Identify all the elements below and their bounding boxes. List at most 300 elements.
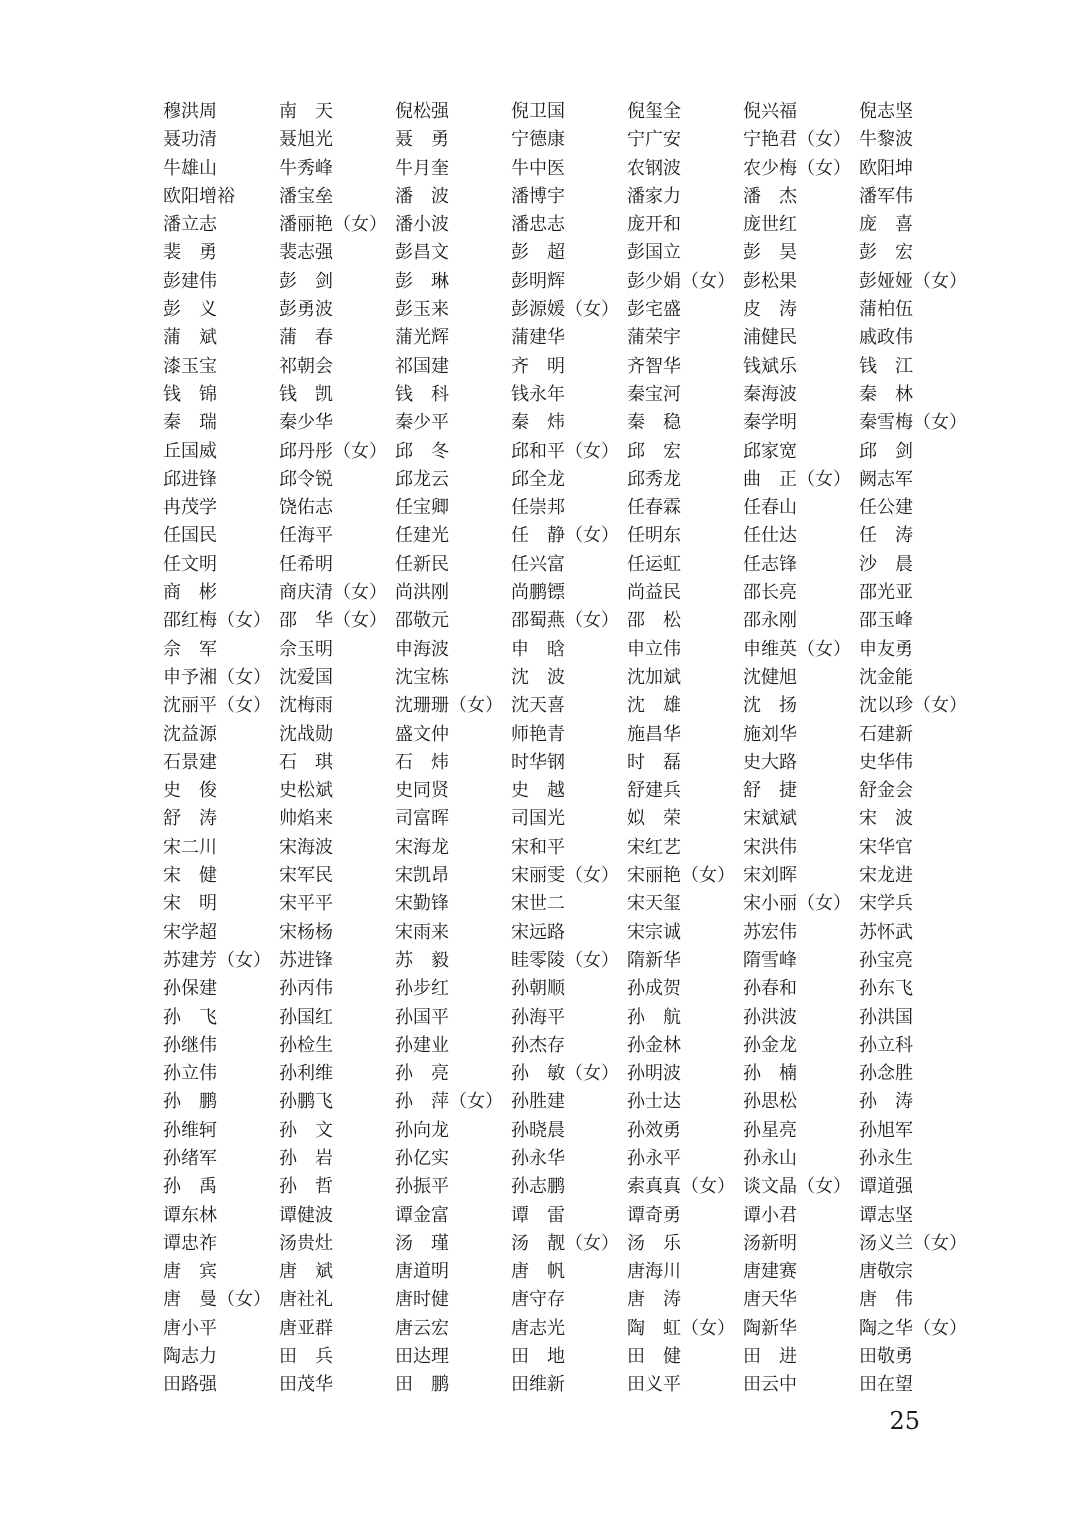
name-entry: 施昌华 <box>627 723 681 745</box>
name-entry: 唐小平 <box>163 1317 217 1339</box>
name-entry: 孙洪波 <box>743 1006 797 1028</box>
name-entry: 邱丹彤（女） <box>279 440 387 462</box>
name-entry: 任宝卿 <box>395 497 449 519</box>
name-entry: 史 越 <box>511 780 565 802</box>
name-entry: 陶 虹（女） <box>627 1317 735 1339</box>
name-entry: 孙保建 <box>163 978 217 1000</box>
name-entry: 谭道强 <box>859 1176 913 1198</box>
name-entry: 浦健民 <box>743 327 797 349</box>
name-entry: 农少梅（女） <box>743 157 851 179</box>
name-entry: 孙永生 <box>859 1147 913 1169</box>
name-entry: 孙步红 <box>395 978 449 1000</box>
name-entry: 宋军民 <box>279 865 333 887</box>
name-entry: 彭宅盛 <box>627 299 681 321</box>
name-entry: 唐 涛 <box>627 1289 681 1311</box>
name-entry: 秦少平 <box>395 412 449 434</box>
name-entry: 唐 斌 <box>279 1261 333 1283</box>
name-entry: 沈加斌 <box>627 666 681 688</box>
name-entry: 庞开和 <box>627 214 681 236</box>
name-entry: 唐天华 <box>743 1289 797 1311</box>
name-entry: 帅焰来 <box>279 808 333 830</box>
name-entry: 倪卫国 <box>511 101 565 122</box>
name-entry: 宋丽艳（女） <box>627 865 735 887</box>
name-entry: 史华伟 <box>859 751 913 773</box>
name-entry: 宋学兵 <box>859 893 913 915</box>
name-entry: 邱家宽 <box>743 440 797 462</box>
name-entry: 孙旭军 <box>859 1119 913 1141</box>
name-entry: 牛雄山 <box>163 157 217 179</box>
name-entry: 孙洪国 <box>859 1006 913 1028</box>
name-entry: 裴志强 <box>279 242 333 264</box>
name-entry: 任运虹 <box>627 553 681 575</box>
name-entry: 谭志坚 <box>859 1204 913 1226</box>
name-entry: 师艳青 <box>511 723 565 745</box>
name-entry: 索真真（女） <box>627 1176 735 1198</box>
name-entry: 宁广安 <box>627 129 681 151</box>
name-entry: 孙建业 <box>395 1034 449 1056</box>
name-entry: 潘小波 <box>395 214 449 236</box>
name-entry: 孙 亮 <box>395 1063 449 1085</box>
name-entry: 任建光 <box>395 525 449 547</box>
name-entry: 宋天玺 <box>627 893 681 915</box>
name-entry: 南 天 <box>279 101 333 122</box>
name-entry: 史 俊 <box>163 780 217 802</box>
name-entry: 田达理 <box>395 1346 449 1368</box>
name-entry: 申立伟 <box>627 638 681 660</box>
name-entry: 沈 波 <box>511 666 565 688</box>
name-entry: 邵蜀燕（女） <box>511 610 619 632</box>
name-entry: 谭忠祚 <box>163 1232 217 1254</box>
name-entry: 孙 敏（女） <box>511 1063 619 1085</box>
name-entry: 孙国平 <box>395 1006 449 1028</box>
name-entry: 孙念胜 <box>859 1063 913 1085</box>
name-entry: 冉茂学 <box>163 497 217 519</box>
name-entry: 孙 禹 <box>163 1176 217 1198</box>
name-entry: 孙 鹏 <box>163 1091 217 1113</box>
name-entry: 孙志鹏 <box>511 1176 565 1198</box>
name-entry: 潘博宇 <box>511 185 565 207</box>
name-entry: 彭 义 <box>163 299 217 321</box>
name-list <box>163 98 967 1400</box>
name-entry: 唐志光 <box>511 1317 565 1339</box>
name-entry: 彭明辉 <box>511 270 565 292</box>
name-entry: 邵 松 <box>627 610 681 632</box>
name-entry: 秦宝河 <box>627 383 681 405</box>
name-entry: 邱龙云 <box>395 468 449 490</box>
name-entry: 宋宗诚 <box>627 921 681 943</box>
name-entry: 孙海平 <box>511 1006 565 1028</box>
name-entry: 沈梅雨 <box>279 695 333 717</box>
name-entry: 穆洪周 <box>163 101 217 122</box>
name-entry: 石景建 <box>163 751 217 773</box>
name-entry: 任春霖 <box>627 497 681 519</box>
name-entry: 邵 华（女） <box>279 610 387 632</box>
name-entry: 史松斌 <box>279 780 333 802</box>
name-entry: 汤 乐 <box>627 1232 681 1254</box>
name-entry: 申予湘（女） <box>163 666 271 688</box>
name-entry: 隋新华 <box>627 949 681 971</box>
name-entry: 任春山 <box>743 497 797 519</box>
name-entry: 唐建赛 <box>743 1261 797 1283</box>
name-entry: 邱 冬 <box>395 440 449 462</box>
name-entry: 佘 军 <box>163 638 217 660</box>
name-entry: 潘宝垒 <box>279 185 333 207</box>
name-entry: 欧阳坤 <box>859 157 913 179</box>
name-entry: 唐云宏 <box>395 1317 449 1339</box>
name-entry: 田云中 <box>743 1374 797 1396</box>
name-entry: 邱 宏 <box>627 440 681 462</box>
name-entry: 秦海波 <box>743 383 797 405</box>
name-entry: 彭玉来 <box>395 299 449 321</box>
name-entry: 秦学明 <box>743 412 797 434</box>
name-entry: 潘丽艳（女） <box>279 214 387 236</box>
name-entry: 潘立志 <box>163 214 217 236</box>
name-entry: 沈以珍（女） <box>859 695 967 717</box>
name-entry: 邵长亮 <box>743 582 797 604</box>
name-entry: 孙向龙 <box>395 1119 449 1141</box>
name-entry: 姒 荣 <box>627 808 681 830</box>
name-entry: 唐 伟 <box>859 1289 913 1311</box>
name-entry: 钱 凯 <box>279 383 333 405</box>
name-entry: 孙宝亮 <box>859 949 913 971</box>
name-entry: 商 彬 <box>163 582 217 604</box>
name-entry: 孙检生 <box>279 1034 333 1056</box>
name-entry: 宋勤锋 <box>395 893 449 915</box>
name-entry: 汤义兰（女） <box>859 1232 967 1254</box>
name-entry: 陶志力 <box>163 1346 217 1368</box>
name-entry: 宋雨来 <box>395 921 449 943</box>
name-entry: 宁艳君（女） <box>743 129 851 151</box>
name-entry: 戚政伟 <box>859 327 913 349</box>
name-entry: 蒲荣宇 <box>627 327 681 349</box>
name-entry: 牛黎波 <box>859 129 913 151</box>
name-entry: 倪松强 <box>395 101 449 122</box>
name-entry: 宋龙进 <box>859 865 913 887</box>
name-entry: 潘家力 <box>627 185 681 207</box>
name-entry: 谈文晶（女） <box>743 1176 851 1198</box>
name-entry: 任公建 <box>859 497 913 519</box>
name-entry: 孙立伟 <box>163 1063 217 1085</box>
name-entry: 孙立科 <box>859 1034 913 1056</box>
name-entry: 聂 勇 <box>395 129 449 151</box>
name-entry: 尚益民 <box>627 582 681 604</box>
name-entry: 唐亚群 <box>279 1317 333 1339</box>
name-entry: 倪兴福 <box>743 101 797 122</box>
name-entry: 孙亿实 <box>395 1147 449 1169</box>
name-entry: 石 炜 <box>395 751 449 773</box>
name-entry: 潘忠志 <box>511 214 565 236</box>
name-entry: 田路强 <box>163 1374 217 1396</box>
name-entry: 孙鹏飞 <box>279 1091 333 1113</box>
name-entry: 唐 帆 <box>511 1261 565 1283</box>
name-entry: 孙 萍（女） <box>395 1091 503 1113</box>
name-entry: 彭松果 <box>743 270 797 292</box>
name-entry: 唐社礼 <box>279 1289 333 1311</box>
name-entry: 申维英（女） <box>743 638 851 660</box>
name-entry: 唐 宾 <box>163 1261 217 1283</box>
name-entry: 邱和平（女） <box>511 440 619 462</box>
name-entry: 孙金林 <box>627 1034 681 1056</box>
name-entry: 谭 雷 <box>511 1204 565 1226</box>
name-entry: 蒲 斌 <box>163 327 217 349</box>
name-entry: 裴 勇 <box>163 242 217 264</box>
name-entry: 唐道明 <box>395 1261 449 1283</box>
name-entry: 司富晖 <box>395 808 449 830</box>
name-entry: 聂旭光 <box>279 129 333 151</box>
name-entry: 彭 昊 <box>743 242 797 264</box>
name-entry: 田 鹏 <box>395 1374 449 1396</box>
name-entry: 尚鹏镖 <box>511 582 565 604</box>
name-entry: 丘国威 <box>163 440 217 462</box>
name-entry: 曲 正（女） <box>743 468 851 490</box>
name-entry: 田 健 <box>627 1346 681 1368</box>
name-entry: 倪玺全 <box>627 101 681 122</box>
name-entry: 宋杨杨 <box>279 921 333 943</box>
name-entry: 时华钢 <box>511 751 565 773</box>
name-entry: 阙志军 <box>859 468 913 490</box>
name-entry: 沈珊珊（女） <box>395 695 503 717</box>
name-entry: 宋和平 <box>511 836 565 858</box>
name-entry: 任国民 <box>163 525 217 547</box>
name-entry: 饶佑志 <box>279 497 333 519</box>
name-entry: 牛月奎 <box>395 157 449 179</box>
name-entry: 孙 飞 <box>163 1006 217 1028</box>
name-entry: 谭健波 <box>279 1204 333 1226</box>
name-entry: 孙振平 <box>395 1176 449 1198</box>
name-entry: 邵红梅（女） <box>163 610 271 632</box>
name-entry: 盛文仲 <box>395 723 449 745</box>
name-entry: 沈天喜 <box>511 695 565 717</box>
name-entry: 沈益源 <box>163 723 217 745</box>
name-entry: 宋 健 <box>163 865 217 887</box>
name-entry: 孙明波 <box>627 1063 681 1085</box>
name-entry: 沈 雄 <box>627 695 681 717</box>
name-entry: 陶新华 <box>743 1317 797 1339</box>
name-entry: 沈宝栋 <box>395 666 449 688</box>
name-entry: 唐守存 <box>511 1289 565 1311</box>
name-entry: 佘玉明 <box>279 638 333 660</box>
name-entry: 苏建芳（女） <box>163 949 271 971</box>
name-entry: 宋小丽（女） <box>743 893 851 915</box>
name-entry: 蒲光辉 <box>395 327 449 349</box>
name-entry: 宋远路 <box>511 921 565 943</box>
name-entry: 唐 曼（女） <box>163 1289 271 1311</box>
name-entry: 任 静（女） <box>511 525 619 547</box>
name-entry: 孙士达 <box>627 1091 681 1113</box>
name-entry: 孙永华 <box>511 1147 565 1169</box>
name-entry: 眭零陵（女） <box>511 949 619 971</box>
name-entry: 田 地 <box>511 1346 565 1368</box>
name-entry: 宋平平 <box>279 893 333 915</box>
name-entry: 邱秀龙 <box>627 468 681 490</box>
name-entry: 倪志坚 <box>859 101 913 122</box>
name-entry: 彭源媛（女） <box>511 299 619 321</box>
name-entry: 任志锋 <box>743 553 797 575</box>
name-entry: 彭昌文 <box>395 242 449 264</box>
name-entry: 田敬勇 <box>859 1346 913 1368</box>
name-entry: 苏 毅 <box>395 949 449 971</box>
name-entry: 沈健旭 <box>743 666 797 688</box>
name-entry: 孙 涛 <box>859 1091 913 1113</box>
page-number: 25 <box>889 1407 920 1435</box>
name-entry: 邱 剑 <box>859 440 913 462</box>
name-entry: 沈丽平（女） <box>163 695 271 717</box>
name-entry: 宋洪伟 <box>743 836 797 858</box>
name-entry: 蒲 春 <box>279 327 333 349</box>
name-entry: 秦 林 <box>859 383 913 405</box>
name-entry: 苏宏伟 <box>743 921 797 943</box>
name-entry: 宋海波 <box>279 836 333 858</box>
name-entry: 汤 瑾 <box>395 1232 449 1254</box>
name-entry: 唐时健 <box>395 1289 449 1311</box>
name-entry: 汤 靓（女） <box>511 1232 619 1254</box>
name-entry: 秦少华 <box>279 412 333 434</box>
name-entry: 邵光亚 <box>859 582 913 604</box>
name-entry: 石建新 <box>859 723 913 745</box>
name-entry: 谭金富 <box>395 1204 449 1226</box>
name-entry: 牛中医 <box>511 157 565 179</box>
name-entry: 施刘华 <box>743 723 797 745</box>
name-entry: 彭建伟 <box>163 270 217 292</box>
name-entry: 舒 捷 <box>743 780 797 802</box>
name-entry: 宋海龙 <box>395 836 449 858</box>
name-entry: 秦雪梅（女） <box>859 412 967 434</box>
name-entry: 欧阳增裕 <box>163 185 235 207</box>
name-entry: 齐智华 <box>627 355 681 377</box>
name-entry: 任崇邦 <box>511 497 565 519</box>
name-entry: 孙成贺 <box>627 978 681 1000</box>
name-entry: 史大路 <box>743 751 797 773</box>
name-entry: 钱 锦 <box>163 383 217 405</box>
name-entry: 孙金龙 <box>743 1034 797 1056</box>
name-entry: 邵玉峰 <box>859 610 913 632</box>
name-entry: 邱全龙 <box>511 468 565 490</box>
name-entry: 宋丽雯（女） <box>511 865 619 887</box>
name-entry: 孙 楠 <box>743 1063 797 1085</box>
name-entry: 任明东 <box>627 525 681 547</box>
name-entry: 孙永山 <box>743 1147 797 1169</box>
name-entry: 牛秀峰 <box>279 157 333 179</box>
name-entry: 石 琪 <box>279 751 333 773</box>
name-entry: 邱进锋 <box>163 468 217 490</box>
name-entry: 钱 科 <box>395 383 449 405</box>
name-entry: 沈爱国 <box>279 666 333 688</box>
name-entry: 申 晗 <box>511 638 565 660</box>
name-entry: 皮 涛 <box>743 299 797 321</box>
name-entry: 彭 琳 <box>395 270 449 292</box>
name-entry: 时 磊 <box>627 751 681 773</box>
name-entry: 孙星亮 <box>743 1119 797 1141</box>
name-entry: 彭勇波 <box>279 299 333 321</box>
name-entry: 秦 稳 <box>627 412 681 434</box>
name-entry: 孙朝顺 <box>511 978 565 1000</box>
name-entry: 聂功清 <box>163 129 217 151</box>
name-entry: 潘 杰 <box>743 185 797 207</box>
name-entry: 宁德康 <box>511 129 565 151</box>
name-entry: 任文明 <box>163 553 217 575</box>
name-entry: 任仕达 <box>743 525 797 547</box>
name-entry: 沈金能 <box>859 666 913 688</box>
name-entry: 舒 涛 <box>163 808 217 830</box>
name-entry: 唐敬宗 <box>859 1261 913 1283</box>
name-entry: 孙晓晨 <box>511 1119 565 1141</box>
name-entry: 汤贵灶 <box>279 1232 333 1254</box>
name-entry: 庞世红 <box>743 214 797 236</box>
name-entry: 宋华官 <box>859 836 913 858</box>
name-entry: 孙 哲 <box>279 1176 333 1198</box>
name-entry: 宋刘晖 <box>743 865 797 887</box>
name-entry: 钱 江 <box>859 355 913 377</box>
name-entry: 宋斌斌 <box>743 808 797 830</box>
name-entry: 彭 剑 <box>279 270 333 292</box>
name-entry: 孙永平 <box>627 1147 681 1169</box>
name-entry: 孙继伟 <box>163 1034 217 1056</box>
name-entry: 舒金会 <box>859 780 913 802</box>
name-entry: 舒建兵 <box>627 780 681 802</box>
name-entry: 祁国建 <box>395 355 449 377</box>
name-entry: 孙东飞 <box>859 978 913 1000</box>
name-entry: 任海平 <box>279 525 333 547</box>
name-entry: 孙杰存 <box>511 1034 565 1056</box>
name-entry: 彭 超 <box>511 242 565 264</box>
name-entry: 邵敬元 <box>395 610 449 632</box>
name-entry: 孙维轲 <box>163 1119 217 1141</box>
name-entry: 蒲建华 <box>511 327 565 349</box>
name-entry: 申友勇 <box>859 638 913 660</box>
name-entry: 宋 明 <box>163 893 217 915</box>
name-entry: 沈战勋 <box>279 723 333 745</box>
name-entry: 唐海川 <box>627 1261 681 1283</box>
name-entry: 田 进 <box>743 1346 797 1368</box>
name-entry: 汤新明 <box>743 1232 797 1254</box>
name-entry: 沙 晨 <box>859 553 913 575</box>
name-entry: 孙丙伟 <box>279 978 333 1000</box>
name-entry: 孙思松 <box>743 1091 797 1113</box>
name-entry: 孙国红 <box>279 1006 333 1028</box>
name-entry: 孙春和 <box>743 978 797 1000</box>
name-entry: 潘军伟 <box>859 185 913 207</box>
name-entry: 田茂华 <box>279 1374 333 1396</box>
name-entry: 孙 文 <box>279 1119 333 1141</box>
name-entry: 彭 宏 <box>859 242 913 264</box>
name-entry: 苏怀武 <box>859 921 913 943</box>
name-entry: 任新民 <box>395 553 449 575</box>
name-entry: 农钢波 <box>627 157 681 179</box>
name-entry: 谭东林 <box>163 1204 217 1226</box>
name-entry: 孙效勇 <box>627 1119 681 1141</box>
name-entry: 潘 波 <box>395 185 449 207</box>
name-entry: 任 涛 <box>859 525 913 547</box>
name-entry: 钱永年 <box>511 383 565 405</box>
name-entry: 齐 明 <box>511 355 565 377</box>
name-entry: 彭少娟（女） <box>627 270 735 292</box>
name-entry: 彭娅娅（女） <box>859 270 967 292</box>
name-entry: 漆玉宝 <box>163 355 217 377</box>
name-entry: 宋凯昂 <box>395 865 449 887</box>
name-entry: 蒲柏伍 <box>859 299 913 321</box>
name-entry: 孙 岩 <box>279 1147 333 1169</box>
name-entry: 宋红艺 <box>627 836 681 858</box>
name-entry: 陶之华（女） <box>859 1317 967 1339</box>
name-entry: 孙 航 <box>627 1006 681 1028</box>
name-entry: 商庆清（女） <box>279 582 387 604</box>
name-entry: 秦 瑞 <box>163 412 217 434</box>
name-entry: 邱令锐 <box>279 468 333 490</box>
name-entry: 彭国立 <box>627 242 681 264</box>
name-entry: 田 兵 <box>279 1346 333 1368</box>
name-entry: 司国光 <box>511 808 565 830</box>
name-entry: 谭奇勇 <box>627 1204 681 1226</box>
